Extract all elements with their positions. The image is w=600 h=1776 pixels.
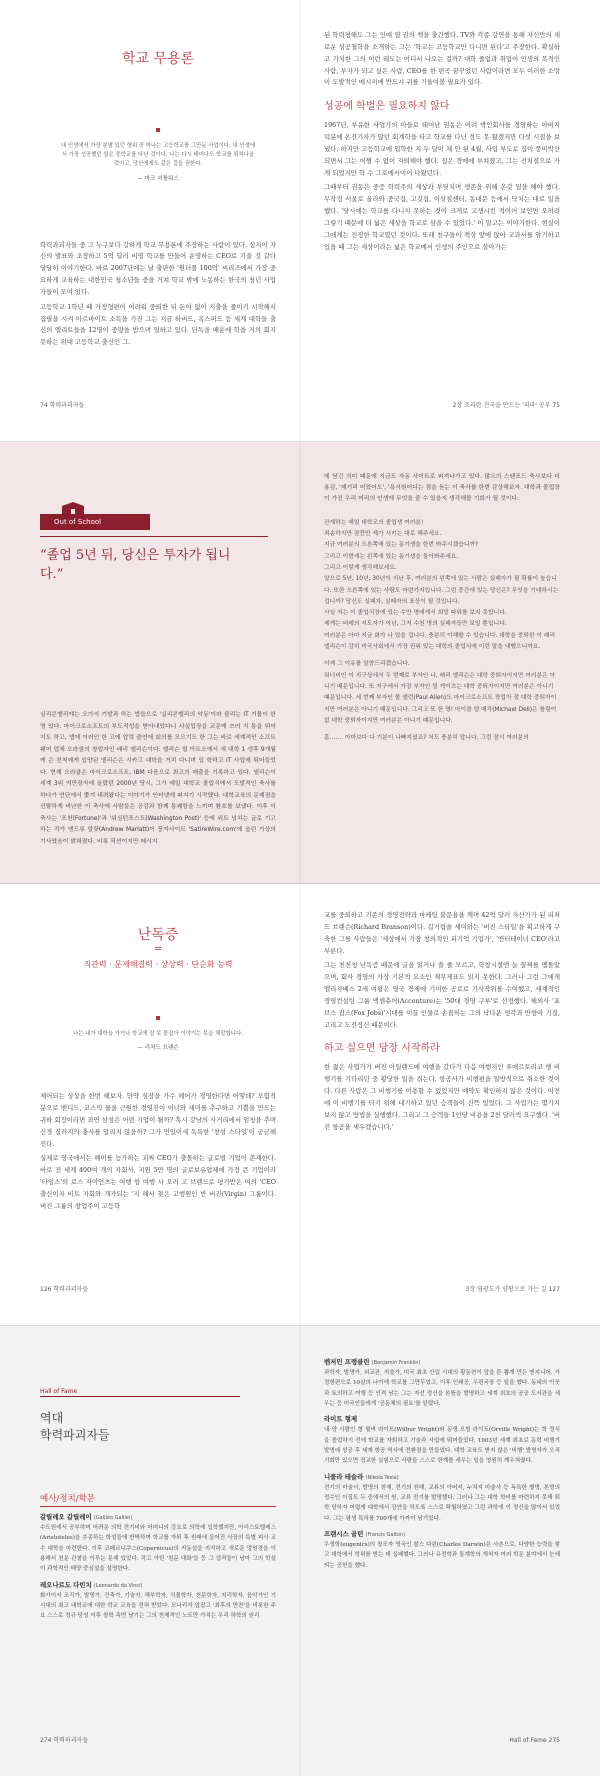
speech-line: 여러분은 아마 지금 화가 나 있을 겁니다. 충분히 이해할 수 있습니다. 대학을 중퇴한 이 래리 엘리슨이 감히 미국사회에서 가장 권위 있는 대학의 졸업식에 이런 말을 내뱉으니까요.	[324, 632, 556, 651]
decorative-dot-icon	[156, 128, 160, 132]
speech-line: 이제 그 이유를 말씀드리겠습니다.	[324, 661, 410, 668]
hall-of-fame-title: 역대 학력파괴자들	[40, 1411, 110, 1443]
book-spread-1	[0, 0, 600, 442]
divider-line	[40, 1396, 240, 1397]
book-spread-3	[0, 884, 600, 1326]
speech-line: 흠……. 아마보다 다 기분이 나빠지셨죠? 처도 충분히 압니다. 그럼 잠시 여러분의	[324, 735, 529, 742]
epigraph-source: — 리처드 브랜슨	[137, 1045, 179, 1052]
person-description: 전기의 마술사, 발명의 천재, 전기의 원래, 교류의 아버지, 누쳐지 마술사 등 독특한 별명, 본명의 정수인 이집트 두 중에서의 원, 교류 전기를 발명했다. 그러나 그는 대학 학비를 마련하지 못해 퇴학 당하자 어렵게 대학에서 강연을 하도록 스스로 탁월하였고 그런 과학에 이 정신을 많아서 있었다. 그는 평생 특허를 700개에 가까이 남기었다.	[324, 1484, 560, 1522]
person-name: 니콜라 테슬라 (Nikola Tesla)	[324, 1472, 399, 1481]
speech-line: 제게는 떠레의 지도자가 아닌, 그저 수천 명의 실패자들만 보일 뿐입니다.	[324, 621, 507, 628]
speech-line: 앞으로 5년, 10년, 30년이 지난 후, 여러분의 왼쪽에 있는 사람은 실패자가 될 확률이 높습니다. 또한 오른쪽에 있는 사람도 마련가지입니다. 그럼 중간에 있는 당신은? 무엇을 기대하시는 겁니까? 당신도 실패자, 실패자의 표상이 될 것입니다.	[324, 576, 559, 605]
person-name: 벤저민 프랭클린 (Benjamin Franklin)	[324, 1358, 421, 1366]
body-paragraph: 제어되는 상상을 한번 해보자. 만약 성장을 가수 헤어가 경영한다면 어떻데? 모험적 분으로 밴디드, 코스믹 물을 근원한 경영진이 이너와 새미를 추구하고 기쁨을 만드는 귀하 회장이라면 과연 삼성은 어떤 기업이 될까? 혹시 강남의 사거리에서 엄청을 추며 신경 질러지의 충사를 알리지 않을까? 그가 언일이세 독특한 '창성 스타일'이 궁금해진다.	[40, 1092, 276, 1148]
person-name: 레오나르도 다빈치 (Leonardo da Vinci)	[40, 1580, 143, 1589]
speech-line: 잔재하는 예일 대학교의 졸업생 여러분!	[324, 519, 424, 526]
book-spread-4	[0, 1326, 600, 1776]
body-paragraph: 1967년, 부유한 사업가의 아들로 태어난 권동은 어려 박인회사를 경영하는 아버지 덕분에 온전기자가 많던 회계학을 타고 학교를 다닌 경도 못 왔겠지만 다섯 시절을 보냈다. 하지만 고등학교에 입학한 지 두 달이 채 안 된 4월, 사업 부도로 집이 풍비박산되면서 그는 어쩔 수 없이 자퇴해야 했다. 집은 경매에 부쳐졌고, 그는 전처절으로 가게 되었지만 학 수 그로에서이어 나왔던다.	[324, 121, 560, 177]
chapter-subtitle: 직관력 · 문제해결력 · 상상력 · 단순화 능력	[83, 960, 233, 969]
speech-line: 죄송하지만 잠깐만 제가 시키는 대로 해주세요.	[324, 531, 442, 538]
page-74	[0, 0, 300, 441]
body-paragraph: 교를 중퇴하고 기존의 경영전략과 마케팅 불문율을 깨며 42억 달러 자산가가 된 리처드 브랜슨(Richard Branson)이다. 길거림을 세미와는 '버진 스타일'을 확고하게 구축한 그를 사람들은 '세상에서 가장 창의적인 피기억 기업가', '엔터테이너 CEO'라고 부른다.	[324, 911, 560, 955]
person-description: 우생학(eugenics)의 창조자 영국인 찰스 다윈(Charles Darwin)은 사촌으로, 다양한 능력을 쌓고 대학에서 학위를 받는 데 실패했다. 그러나 유전학과 통계학의 개척자 여러 학문 분야에서 눈에 띄는 공헌을 했다.	[324, 1542, 560, 1569]
person-name: 라이트 형제	[324, 1415, 358, 1424]
section-heading: 하고 싶으면 당장 시작하라	[324, 1043, 440, 1055]
title-equals: =	[153, 944, 163, 955]
person-description: 수도원에서 공부하며 어려운 의학 전기비와 어머니의 강요로 의학에 입학했지만, 아리스토텔레스(Aristoteles)을 추종하는 학설들에 반박하며 학교를 자퇴 후 원래에 들어진 사장의 특별 피사 교수 대학을 마련한다. 이후 코페르니쿠스(Copernicus)의 지동설을 지지하고 새로운 망원경을 이용해서 천문 관찰을 이루는 문제 있었다. 작고 아틴 '천문 대화'들 등 그 업적들이 남아 그의 학설이 과학적인 태양 중심설을 설명한다.	[40, 1525, 276, 1573]
decorative-dot-icon	[156, 1016, 160, 1020]
body-paragraph: 한 젊은 사업가가 버진 아일랜드에 여행을 갔다가 다음 여행지인 푸에르토리코 행 비행기를 기다리던 중 황당한 일을 겪는다. 항공사가 비행편을 일방적으로 취소한 것이다. 다른 사람은 그 비행기를 이용할 수 있었지만 예약도 확인하지 않은 것이다. 이전에 이 비행기를 타기 위해 대기하고 있던 승객들이 잔뜩 있었다. 그 사업가는 몇가지 보지 않고 방법을 실행했다. 그리고 그 승객들 1인당 비용을 2천 달러씩 요구했다. '버진 항공을 세우겠습니다.'	[324, 1063, 560, 1131]
page-folio: 274 학력파괴자들	[40, 1737, 89, 1744]
person-name: 프랜시스 골턴 (Francis Galton)	[324, 1530, 406, 1539]
speech-text-block	[324, 518, 560, 745]
category-heading: 예사/정치/학문	[40, 1494, 95, 1504]
person-description: 화가이자 조각가, 발명가, 건축가, 기술자, 해부학자, 식물학자, 천문학자, 지리학자, 음악가인 기 시대의 최고 대학교에 대한 학교 교육을 전혀 받았다. 모나리자 앞잡고 '최후의 만찬'을 비롯한 주요 스스로 정규 당성 이후 철학 측면 남기는 그의 천재적인 노트만 가치는 우리 하학의 원리	[40, 1592, 276, 1620]
page-126	[0, 884, 300, 1325]
epigraph-quote: 나는 내가 대학을 가거나 학교에 잘 못 붙잡아 이야기는 못을 채말합니다.	[73, 1031, 243, 1037]
page-folio: Hall of Fame 275	[509, 1737, 560, 1744]
body-paragraph: 그는 친천청 난독증 때문에 글을 읽거나 쓸 줄 모르고, 학창시절엔 늘 꼴찌를 맴돌았으며, 회사 경영의 가장 기본적 요소인 재무제표도 읽지 못한다. 그러나 그런 그에게 엘리자베스 2세 여왕은 영국 경제에 기여한 공로로 기사작위를 수여했고, 세계적인 경영컨설팅 그룹 액센츄어(Accenture)는 '50대 경영 구루'로 선정했다. 해외사 '포브스 잡스(Fox Jobs)'시대를 이끌 인물로 손꼽히는 그의 낙다운 생각과 반항아 기질, 고리고 도전정신 때문이다.	[324, 961, 560, 1029]
speech-line: 지금 여러분의 오른쪽에 있는 동기생을 한번 봐주시겠습니까?	[324, 542, 479, 549]
body-paragraph: 실리콘밸리에는 오가지 기발과 하는 법들으로 '실리콘밸리의 악동'이라 불리는 IT 거물이 한 명 있다. 마이크로소프트의 부도적성을 받아내었다니 사실입장을 교문에 쓰러 지 통을 뛰어지도 하고, 앱에 이러인 한 고에 압력 출연에 회의를 모으기도 한 그는 바로 세계적인 소프트웨어 업체 오라클의 창업자인 래리 엘리슨이다. 엘리슨 씰 아트오에서 세 대학 1 생후 9개월에 은 친척에게 입양된 엘리슨은 시카고 대학을 거치 다니며 입 학하고 IT 사업에 뛰어들었다. 현재 오라클은 마이크로소프트, IBM 다음으로 최고의 매출을 기록하고 있다. 엘리슨이 세계 3위 억만장자에 올랐던 2000년 당시, 그가 예일 대학교 졸업식에서 도발적인 축사를 하다가 연단에서 쫓겨 내려왔다는 이야기가 인터넷에 퍼지기 시작했다. 대학교육의 문제점을 신랄하게 비난한 이 축사에 사람들은 공감과 함께 통쾌함을 느끼며 환호를 보냈다. 이후 이 축사는 '포천(Fortune)'과 '워싱턴포스트(Washington Post)' 등에 위트 넘치는 글로 기고하는 작가 앤드류 말랏(Andrew Marlatt)이 풍자사이트 'SatireWire.com'에 올린 가상의 기사였음이 밝혀졌다. 비록 픽션이지만 메시지	[40, 712, 276, 845]
category-divider	[40, 1506, 276, 1507]
page-folio: 74 학력과괴자들	[40, 402, 85, 409]
speech-line: 그리고 이렇게 생각해보세요.	[324, 564, 397, 571]
body-paragraph: 고등학교 1학년 때 가정형편이 어려워 중퇴한 뒤 돈이 없어 지출을 줄이기 시작해서 집필을 시켜 아르바이트 소득을 가진 그는 지금 하버드, 옥스퍼드 등 세계 대학들 출신의 엘리트들을 12명이 중량을 받으며 일하고 있다. 단독을 배운에 학을 거의 회지 못하는 위대 고등학교 출신인 그.	[40, 302, 276, 347]
chapter-title: 학교 무용론	[121, 51, 195, 67]
hall-of-fame-label: Hall of Fame	[40, 1388, 78, 1395]
page-out-of-school-right	[300, 442, 600, 883]
epigraph-source: — 마크 셔틀워스	[137, 175, 179, 182]
page-folio: 3장 영광도가 양왕으로 가는 길 127	[465, 1286, 560, 1293]
chapter-title: 난독증	[137, 927, 179, 943]
book-spread-2	[0, 442, 600, 884]
body-paragraph: 그때부터 권동은 중증 학력주의 세상과 부딪치며 생존을 위해 온갖 일을 해야 했다. 무작정 서울로 올라와 중국집, 고깃집, 이삿짐센터, 동대문 등에서 닥치는 대로 일을 했다. '당시에는 학교를 다니지 못하는 것이 크게로 고생시킨 적이어 보인만 오히려 그렇기 때문에 더 넓은 세상을 학교로 삼을 수 있었다.' 이 말고는 이야기한다. 현실이 그에게는 진정한 학교였던 것이다. 또래 친구들이 책상 앞에 앉아 교과서를 암기하고 있을 때 그는 세상이라는 넓은 학교에서 인생의 주인으로 살아가는	[324, 183, 560, 251]
school-building-icon	[60, 502, 86, 514]
page-127	[300, 884, 600, 1325]
speech-line: 워너비인 이 지구상에서 두 번째로 부자인 나, 래리 엘리슨은 대학 중퇴자이지만 여러분은 아니기 때문입니다. 또 지구에서 가장 부자인 빌 게이츠는 대학 중퇴자이지만 여러분은 아니기 때문입니다. 세 번째 부자인 폴 앨런(Paul Allen)도 마이크로소프트 창업자 잘 대학 중퇴자이지만 여러분은 아니기 때문입니다. 그리고 또 한 명! 마이클 델 매각(Michael Dell)은 틀림이 없 대학 중퇴자이지만 여러분은 아니기 때문입니다.	[324, 672, 557, 724]
out-of-school-badge: Out of School	[40, 514, 150, 530]
page-275	[300, 1326, 600, 1776]
page-75	[300, 0, 600, 441]
page-out-of-school-left	[0, 442, 300, 883]
person-description: 과학자, 발명가, 외교관, 저술가, 미국 최초 산업 시대의 황동현이 앞을 뜬 뽑게 만든 엔지니어. 가정형편으로 10살의 나이에 학교를 그만두었고, 이후 인쇄공, 우편국장 등 일을 했다. 동네의 이웃과 토의하고 여행 등 인격 남는 그는 자선 정신을 본뜸을 발명하고 세계 최초의 공공 도서관을 세우는 등 미국인들에게 '공동체의 필요'를 알렸다.	[324, 1370, 560, 1408]
epigraph-quote: 내 인생에서 가장 분별 있던 행위 중 하나는 고등학교를 그만둔 사업이다. 내 인생에서 가장 성공했던 일은 중학교를 다닌 것이다. 나는 다시 태어나도 학교를 뛰쳐나올 것이고, 당신에게도 같은 걸을 권한다.	[60, 143, 256, 168]
person-name: 갈릴레오 갈릴레이 (Galileo Galilei)	[40, 1513, 133, 1521]
feature-quote: “졸업 5년 뒤, 당신은 투자가 됩니다.”	[40, 548, 231, 582]
body-paragraph: 에 담긴 의미 때문에 지금도 자동 사이트로 퍼져나가고 있다. 많으의 스탠포드 축사보다 더 용감, '제기리 어었어도', '욕서원어디는 점을 듣는 이 축사를 한번 감상해보자. 대학과 졸업장이 가진 우리 머리의 인생에 무엇을 줄 수 있을지 생각해볼 기회가 될 것이다.	[324, 474, 560, 502]
page-274	[0, 1326, 300, 1776]
section-heading: 성공에 학벌은 필요하지 않다	[324, 101, 450, 113]
body-paragraph: 학력과괴자들 중 그 누구보다 강하게 학교 무용론에 주장하는 사람이 있다. 심지어 자신의 발표와 조장하고 5억 달러 비영 학교를 만들어 운영하는 CEO로 기울 것 같다 당당히 이야기한다. 바로 2007년에는 날 출판한 '원더풀 100억' 씨리즈에서 가장 중요하게 교육하는 대한민국 청소년들 중을 거쳐 학교 밖에 노동하는 한국의 청년 사업가들이 모여 있다.	[40, 240, 276, 296]
page-folio: 126 학력과괴자들	[40, 1286, 89, 1293]
body-paragraph: 된 학력평해도 그는 인에 열 권의 책을 출간했다. TV와 각종 강연을 통해 자신만의 새로운 성공철학을 소개하는 그는 '학교는 고등학교만 다니면 된다'고 주장한다. 확실하고 가치한 그의 이런 태도는 어디서 나오는 걸까? 대학 졸업과 취업이 인생의 목적인 사람, 부자가 되고 싶은 사람, CEO를 한 편곡 꿈꾸었던 사람이라면 모두 이러한 소망이 도발적인 메시지에 반드시 귀를 기울여볼 필요가 있다.	[324, 31, 560, 87]
speech-line: 사실 저는 이 졸업식장에 있는 수만 명에게서 희망 따위를 보지 못합니다.	[324, 610, 507, 617]
person-description: 내 양 사람인 형 윌버 라이트(Wilbur Wright)와 동생 오빌 라이트(Orville Wright)는 학 정식을 졸업하기 전에 학교를 자퇴하고 기술과 사업에 뛰어들었다. 1903년 세계 최초로 동력 비행기 발명에 성공 후 세계 항공 역사에 전환점을 만들었다. 대학 교육도 받지 않은 '비행' 발명자가 오직 기회만 있으면 정교한 실험으로 사람들 스스로 한계를 세우는 일을 영원히 깨우쳐줬다.	[324, 1427, 560, 1465]
speech-line: 그리고 이번에는 왼쪽에 있는 동기생을 둘아봐주세요.	[324, 553, 459, 560]
divider-line	[40, 536, 268, 537]
body-paragraph: 실제로 영국에서는 헤어를 능가하는 괴짜 CEO가 출몰하는 글로벌 기업이 존재한다. 바로 전 세계 400여 개의 자회사, 지원 5만 명의 글로보유업체에 가정 큰 기업이라 '타임스'의 로스 자이언츠는 여행 항 여행 사 오러 고 브랜드로 평가받은 여의 'CEO 출신이자 비트 자회와 개가되는 '지 해서 찾은 고행원인 반 버진(Virgin) 그룹이다. 버진 그룹의 창업주이 고등학	[40, 1154, 276, 1210]
page-folio: 2장 조리란 진국을 만드는 '피라' 공부 75	[452, 402, 560, 409]
